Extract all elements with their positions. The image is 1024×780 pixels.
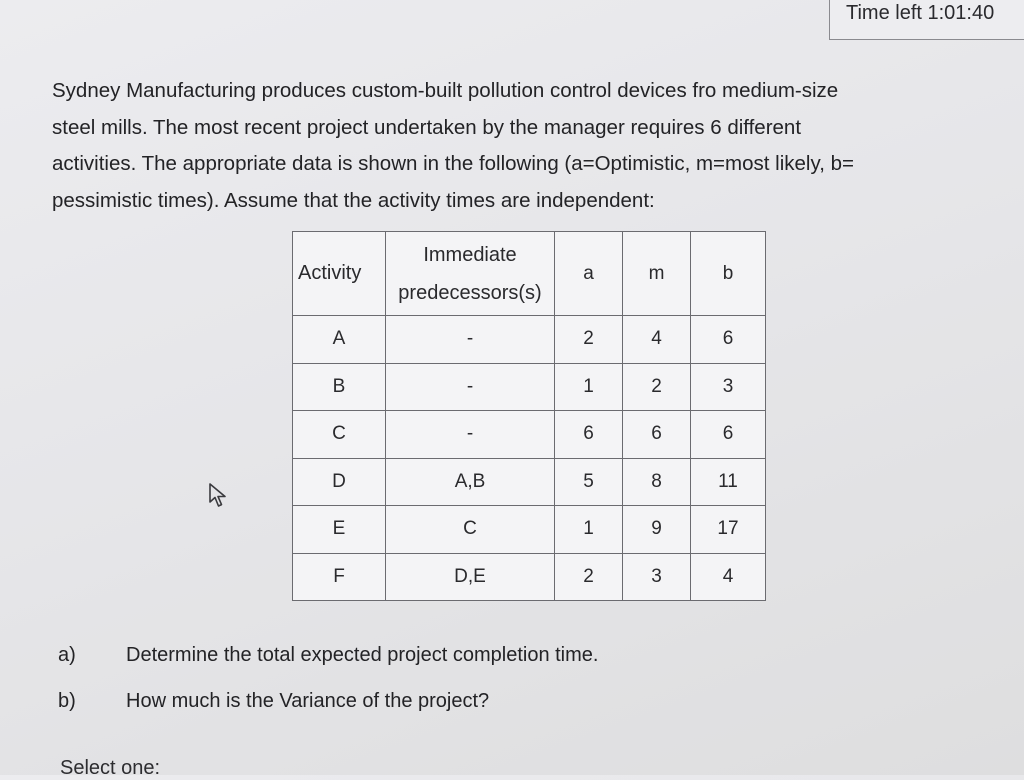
cell-a: 2 — [555, 553, 623, 601]
table-row — [293, 458, 766, 506]
sub-question-label: a) — [58, 644, 76, 666]
cell-b: 6 — [691, 411, 766, 459]
question-line: pessimistic times). Assume that the activity times are independent: — [52, 188, 655, 212]
mouse-pointer-icon — [207, 482, 231, 510]
header-predecessors-line1: Immediate — [423, 243, 517, 266]
header-predecessors-line2: predecessors(s) — [398, 281, 542, 304]
cell-a: 6 — [555, 411, 623, 459]
cell-predecessors: - — [386, 363, 555, 411]
table-row — [293, 363, 766, 411]
cell-b: 3 — [691, 363, 766, 411]
cell-predecessors: A,B — [386, 458, 555, 506]
sub-question-text: How much is the Variance of the project? — [126, 690, 490, 712]
cell-m: 4 — [623, 316, 691, 364]
cell-activity: E — [293, 506, 386, 554]
cell-predecessors: - — [386, 316, 555, 364]
cell-predecessors: D,E — [386, 553, 555, 601]
question-line: Sydney Manufacturing produces custom-built pollution control devices fro medium-size — [52, 79, 839, 102]
cell-a: 2 — [555, 316, 623, 364]
cell-predecessors: C — [386, 506, 555, 554]
cell-b: 6 — [691, 316, 766, 364]
question-line: activities. The appropriate data is shown in the following (a=Optimistic, m=most likely, b= — [52, 152, 854, 175]
cell-m: 9 — [623, 506, 691, 554]
header-activity: Activity — [293, 232, 386, 316]
sub-question-b — [58, 690, 489, 713]
sub-question-text: Determine the total expected project completion time. — [126, 644, 599, 666]
cell-activity: C — [293, 411, 386, 459]
cell-m: 8 — [623, 458, 691, 506]
question-line: steel mills. The most recent project undertaken by the manager requires 6 different — [52, 115, 802, 139]
header-b: b — [691, 232, 766, 316]
table-header-row — [293, 232, 766, 316]
cell-a: 1 — [555, 506, 623, 554]
sub-question-a — [58, 644, 598, 667]
table-row — [293, 506, 766, 554]
time-left-timer — [829, 0, 1024, 40]
cell-a: 5 — [555, 458, 623, 506]
cell-m: 2 — [623, 363, 691, 411]
header-predecessors — [386, 232, 555, 316]
table-row — [293, 316, 766, 364]
cell-b: 17 — [691, 506, 766, 554]
table-row — [293, 411, 766, 459]
cell-a: 1 — [555, 363, 623, 411]
table-row — [293, 553, 766, 601]
sub-question-label: b) — [58, 690, 76, 712]
select-one-prompt: Select one: — [60, 757, 161, 779]
cell-activity: B — [293, 363, 386, 411]
cell-m: 3 — [623, 553, 691, 601]
cell-activity: D — [293, 458, 386, 506]
question-text — [52, 73, 982, 219]
activity-table — [292, 231, 766, 601]
cell-b: 4 — [691, 553, 766, 601]
cell-b: 11 — [691, 458, 766, 506]
header-a: a — [555, 232, 623, 316]
header-m: m — [623, 232, 691, 316]
cell-activity: A — [293, 316, 386, 364]
cell-m: 6 — [623, 411, 691, 459]
cell-predecessors: - — [386, 411, 555, 459]
cell-activity: F — [293, 553, 386, 601]
time-left-label: Time left 1:01:40 — [846, 2, 995, 24]
